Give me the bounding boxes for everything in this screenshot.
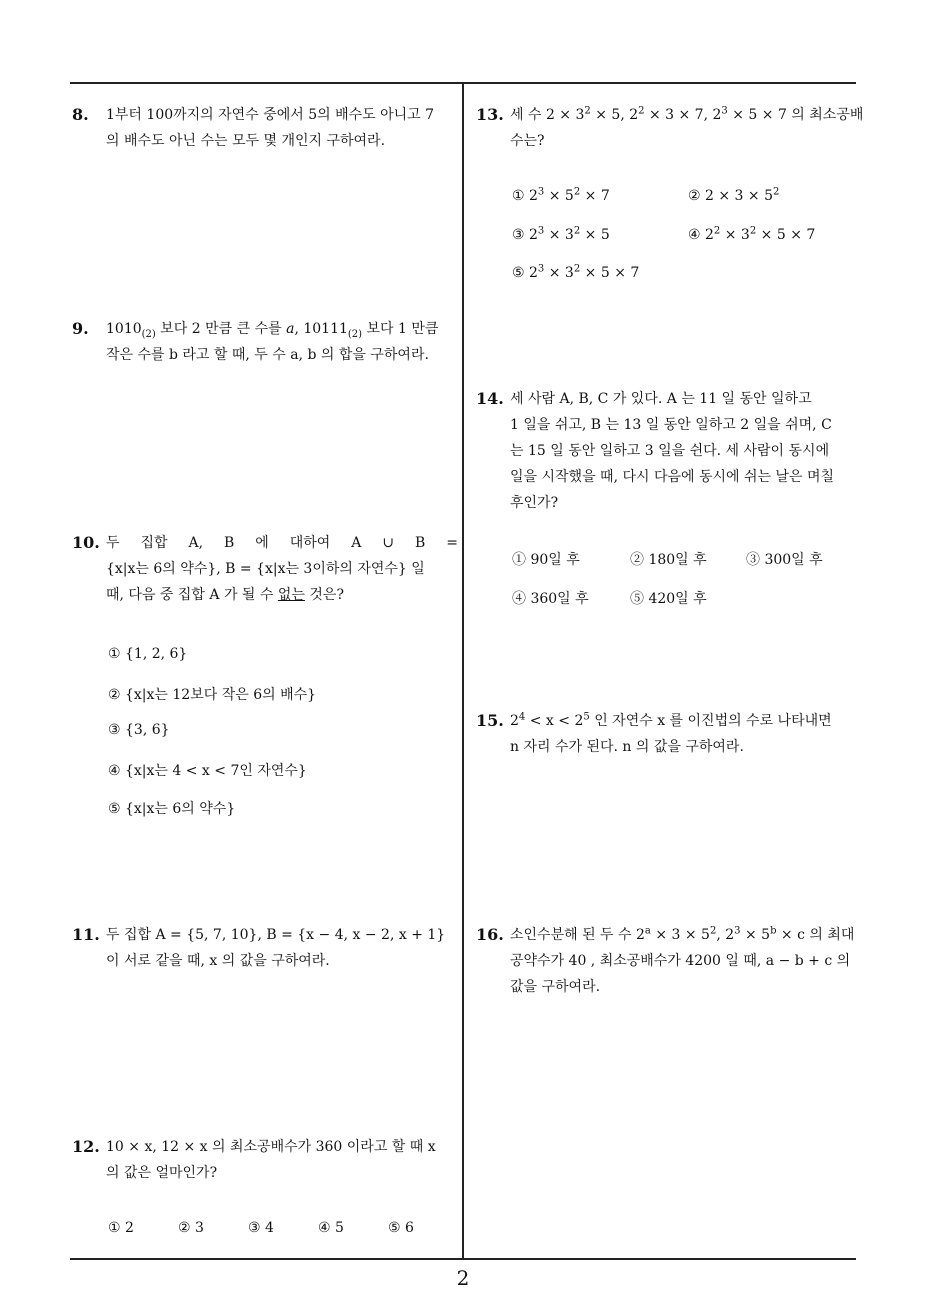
problem-text: 1부터 100까지의 자연수 중에서 5의 배수도 아니고 7 [106, 107, 435, 123]
problem-text: 세 수 $2 \times 3^2 \times 5$, $2^2 \times 3 \times 7$, $2^3 \times 5 \times 7$ 의 최소공배 [510, 105, 864, 123]
problem-text: 의 값은 얼마인가? [106, 1165, 218, 1181]
problem-12 [72, 1134, 458, 1186]
choice-14-3: ③ 300일 후 [746, 552, 823, 568]
underlined-word: 없는 [277, 587, 305, 603]
choice-10-2: ② {x|x는 12보다 작은 6의 배수} [108, 687, 317, 703]
problem-number: 8. [72, 105, 89, 124]
problem-text: {x|x는 6의 약수}, B = {x|x는 3이하의 자연수} 일 [106, 561, 425, 577]
problem-text: 세 사람 A, B, C 가 있다. A 는 11 일 동안 일하고 [510, 391, 812, 407]
choice-10-5: ⑤ {x|x는 6의 약수} [108, 801, 236, 817]
problem-number: 14. [476, 389, 504, 408]
problem-text: 값을 구하여라. [510, 979, 601, 995]
choice-12-3: ③ 4 [248, 1220, 274, 1236]
problem-text: 수는? [510, 133, 545, 149]
problem-text: 는 15 일 동안 일하고 3 일을 쉰다. 세 사람이 동시에 [510, 443, 830, 459]
choice-14-5: ⑤ 420일 후 [630, 591, 707, 607]
problem-16 [476, 922, 860, 1000]
problem-11 [72, 922, 458, 974]
choice-13-1: ① $2^3 \times 5^2 \times 7$ [512, 186, 610, 204]
problem-number: 15. [476, 711, 504, 730]
choice-12-5: ⑤ 6 [388, 1220, 414, 1236]
problem-number: 13. [476, 105, 504, 124]
problem-15 [476, 708, 860, 760]
problem-text: 1 일을 쉬고, B 는 13 일 동안 일하고 2 일을 쉬며, C [510, 417, 832, 433]
problem-text: 의 배수도 아닌 수는 모두 몇 개인지 구하여라. [106, 133, 386, 149]
problem-text: 공약수가 40 , 최소공배수가 4200 일 때, a − b + c 의 [510, 953, 851, 969]
problem-13 [476, 102, 864, 154]
choice-14-2: ② 180일 후 [630, 552, 707, 568]
problem-text: 이 서로 같을 때, x 의 값을 구하여라. [106, 953, 330, 969]
page-number: 2 [456, 1266, 470, 1290]
problem-text: 두 집합 A, B 에 대하여 A ∪ B = [106, 535, 458, 551]
problem-text: 일을 시작했을 때, 다시 다음에 동시에 쉬는 날은 며칠 [510, 469, 835, 485]
choice-10-3: ③ {3, 6} [108, 722, 170, 738]
problem-number: 16. [476, 925, 504, 944]
problem-text: n 자리 수가 된다. n 의 값을 구하여라. [510, 739, 744, 755]
problem-8 [72, 102, 458, 154]
problem-number: 10. [72, 533, 100, 552]
problem-number: 9. [72, 319, 89, 338]
problem-text: $2^4 < x < 2^5$ 인 자연수 x 를 이진법의 수로 나타내면 [510, 711, 832, 729]
problem-number: 11. [72, 925, 100, 944]
choice-10-1: ① {1, 2, 6} [108, 646, 188, 662]
problem-text: 소인수분해 된 두 수 $2^a \times 3 \times 5^2$, $2^3 \times 5^b \times c$ 의 최대 [510, 925, 855, 943]
choice-12-1: ① 2 [108, 1220, 134, 1236]
problem-14 [476, 386, 860, 516]
problem-text: 10 × x, 12 × x 의 최소공배수가 360 이라고 할 때 x [106, 1139, 436, 1155]
choice-13-4: ④ $2^2 \times 3^2 \times 5 \times 7$ [688, 225, 816, 243]
problem-text: 때, 다음 중 집합 A 가 될 수 없는 것은? [106, 587, 344, 603]
problem-text: 두 집합 A = {5, 7, 10}, B = {x − 4, x − 2, x + 1} [106, 927, 446, 943]
choice-10-4: ④ {x|x는 4 < x < 7인 자연수} [108, 763, 307, 779]
choice-13-2: ② $2 \times 3 \times 5^2$ [688, 186, 780, 204]
choice-13-3: ③ $2^3 \times 3^2 \times 5$ [512, 225, 610, 243]
problem-9 [72, 316, 458, 368]
choice-13-5: ⑤ $2^3 \times 3^2 \times 5 \times 7$ [512, 263, 640, 281]
bottom-rule [70, 1258, 856, 1260]
problem-text: $1010_{(2)}$ 보다 2 만큼 큰 수를 a, $10111_{(2)}$ 보다 1 만큼 [106, 321, 439, 340]
choice-14-4: ④ 360일 후 [512, 591, 589, 607]
problem-number: 12. [72, 1137, 100, 1156]
choice-12-2: ② 3 [178, 1220, 204, 1236]
choice-14-1: ① 90일 후 [512, 552, 580, 568]
column-divider [462, 82, 464, 1259]
problem-text: 작은 수를 b 라고 할 때, 두 수 a, b 의 합을 구하여라. [106, 347, 429, 363]
choice-12-4: ④ 5 [318, 1220, 344, 1236]
problem-text: 후인가? [510, 495, 559, 511]
problem-10 [72, 530, 458, 608]
